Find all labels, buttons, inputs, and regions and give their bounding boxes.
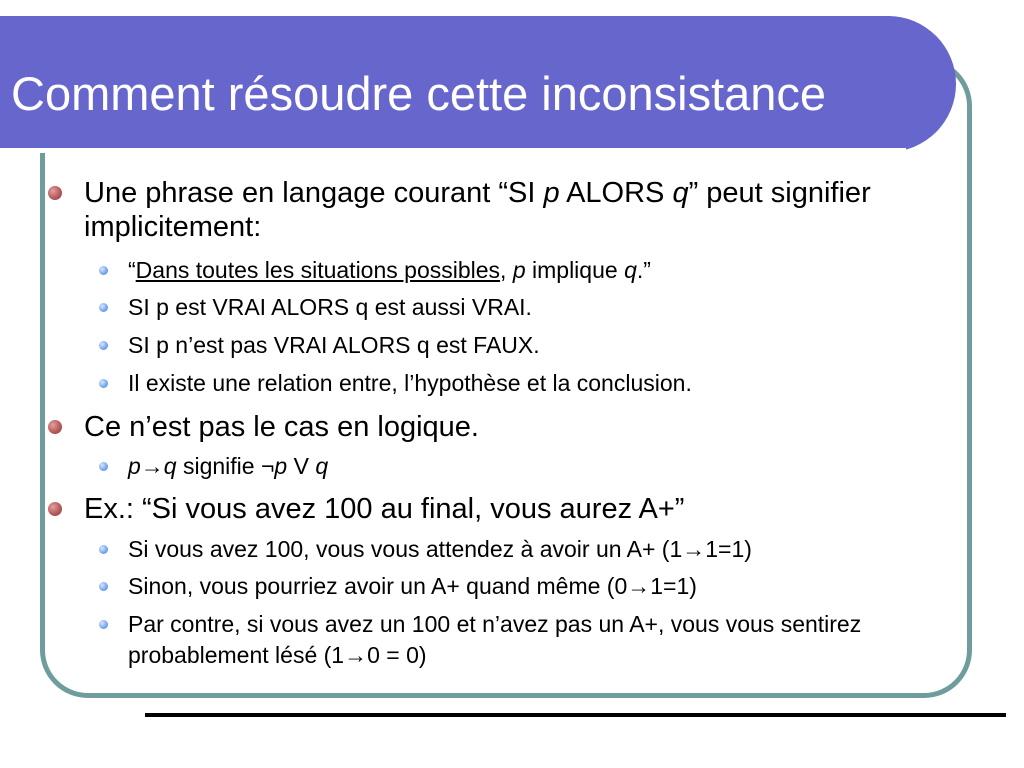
bullet-not-in-logic: Ce n’est pas le cas en logique. — [84, 410, 934, 444]
sub-bullet-dot-icon — [99, 582, 108, 591]
sub-bullet-relation: Il existe une relation entre, l’hypothèse et la conclusion. — [128, 368, 938, 399]
sub-bullet-cheated: Par contre, si vous avez un 100 et n’avez pas un A+, vous vous sentirez probablement lésé (1→0 = 0) — [128, 609, 938, 671]
sub-bullet-material-implication: p→q signifie ¬p V q — [128, 451, 938, 482]
sub-bullet-expect-a-plus: Si vous avez 100, vous vous attendez à avoir un A+ (1→1=1) — [128, 534, 938, 565]
sub-bullet-dot-icon — [99, 266, 108, 275]
right-arrow-icon: → — [682, 536, 706, 562]
bottom-rule — [145, 713, 1006, 717]
sub-bullet-dot-icon — [99, 303, 108, 312]
bullet-implication-meaning: Une phrase en langage courant “SI p ALORS q” peut signifier implicitement: — [84, 176, 934, 244]
slide-title: Comment résoudre cette inconsistance — [11, 67, 827, 120]
sub-bullet-dot-icon — [99, 462, 108, 471]
sub-bullet-all-situations: “Dans toutes les situations possibles, p implique q.” — [128, 255, 938, 286]
bullet-example: Ex.: “Si vous avez 100 au final, vous aurez A+” — [84, 492, 934, 526]
sub-bullet-dot-icon — [99, 545, 108, 554]
right-arrow-icon: → — [344, 642, 368, 668]
sub-bullet-dot-icon — [99, 379, 108, 388]
sub-bullet-true-true: SI p est VRAI ALORS q est aussi VRAI. — [128, 292, 938, 323]
bullet-dot-icon — [48, 186, 62, 200]
sub-bullet-dot-icon — [99, 620, 108, 629]
bullet-dot-icon — [48, 502, 62, 516]
sub-bullet-otherwise: Sinon, vous pourriez avoir un A+ quand même (0→1=1) — [128, 571, 938, 602]
sub-bullet-false-false: SI p n’est pas VRAI ALORS q est FAUX. — [128, 330, 938, 361]
right-arrow-icon: → — [627, 573, 651, 599]
right-arrow-icon: → — [140, 453, 164, 479]
sub-bullet-dot-icon — [99, 341, 108, 350]
bullet-dot-icon — [48, 420, 62, 434]
